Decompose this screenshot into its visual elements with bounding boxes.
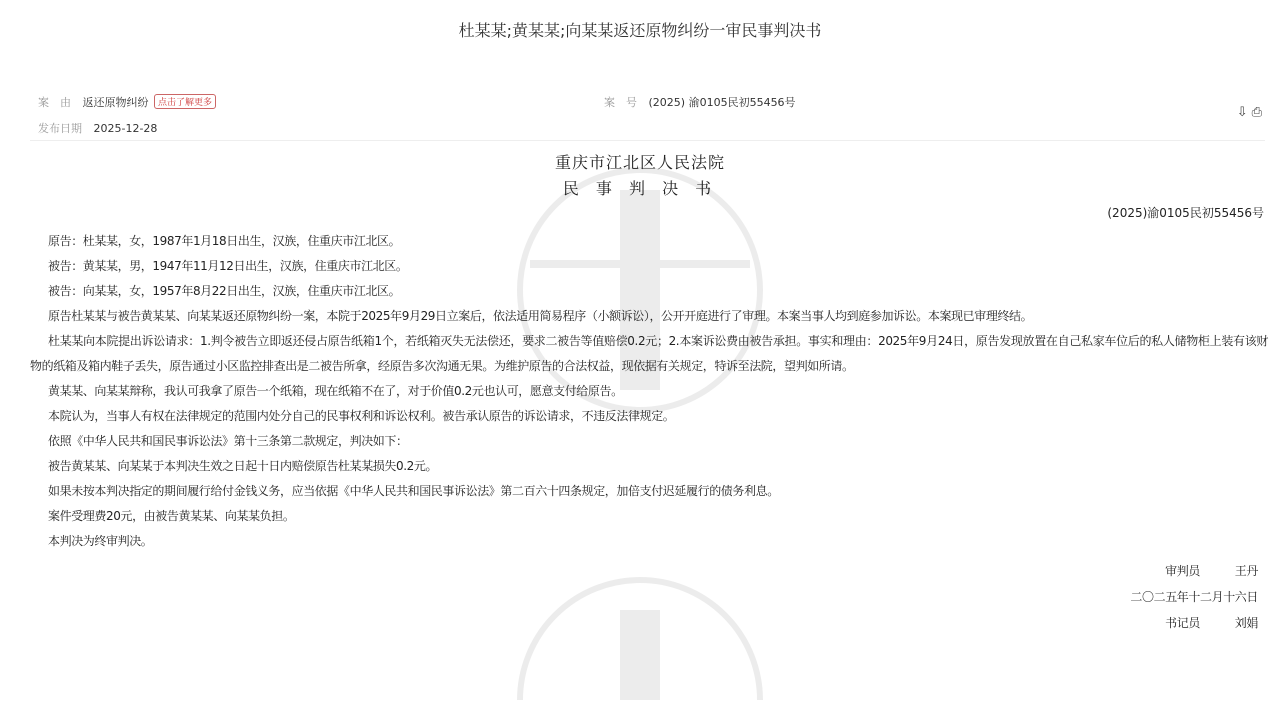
- clerk-label: 书记员: [1165, 616, 1200, 630]
- cause-value: 返还原物纠纷: [82, 96, 149, 109]
- case-no-label: 案 号: [604, 96, 637, 109]
- publish-value: 2025-12-28: [93, 122, 158, 135]
- paragraph: 被告：黄某某，男，1947年11月12日出生，汉族，住重庆市江北区。: [48, 259, 408, 273]
- paragraph: 依照《中华人民共和国民事诉讼法》第十三条第二款规定，判决如下：: [48, 434, 408, 448]
- paragraph: 原告：杜某某，女，1987年1月18日出生，汉族，住重庆市江北区。: [48, 234, 401, 248]
- cause-label: 案 由: [38, 96, 71, 109]
- print-icon[interactable]: ⎙: [1251, 105, 1262, 120]
- page-title: 杜某某;黄某某;向某某返还原物纠纷一审民事判决书: [458, 21, 822, 40]
- judge-line: [30, 558, 1268, 584]
- clerk-name: 刘娟: [1234, 616, 1258, 630]
- download-icon[interactable]: ⇩: [1236, 105, 1248, 120]
- paragraph: 杜某某向本院提出诉讼请求：1.判令被告立即返还侵占原告纸箱1个，若纸箱灭失无法偿还，要求二被告等值赔偿0.2元；2.本案诉讼费由被告承担。事实和理由：2025年9月24日，原告发现放置在自己私家车位后的私人储物柜上装有该财物的纸箱及箱内鞋子丢失，原告通过小区监控排查出是二被告所拿，经原告多次沟通无果。为维护原告的合法权益，现依据有关规定，特诉至法院，望判如所请。: [30, 334, 1268, 373]
- paragraph: 被告：向某某，女，1957年8月22日出生，汉族，住重庆市江北区。: [48, 284, 401, 298]
- case-no-row: [604, 94, 796, 110]
- divider: [30, 140, 1265, 141]
- paragraph: 被告黄某某、向某某于本判决生效之日起十日内赔偿原告杜某某损失0.2元。: [48, 459, 438, 473]
- paragraph: 案件受理费20元，由被告黄某某、向某某负担。: [48, 509, 295, 523]
- judgment-body: [30, 229, 1268, 636]
- paragraph: 本院认为，当事人有权在法律规定的范围内处分自己的民事权利和诉讼权利。被告承认原告的诉讼请求，不违反法律规定。: [48, 409, 675, 423]
- publish-label: 发布日期: [38, 122, 82, 135]
- case-number: (2025)渝0105民初55456号: [1107, 206, 1264, 220]
- judgment-date: 二〇二五年十二月十六日: [1130, 590, 1258, 604]
- document-type: 民 事 判 决 书: [562, 179, 718, 198]
- toolbar: [1233, 105, 1262, 120]
- court-name: 重庆市江北区人民法院: [554, 153, 725, 172]
- judge-label: 审判员: [1165, 564, 1200, 578]
- paragraph: 原告杜某某与被告黄某某、向某某返还原物纠纷一案，本院于2025年9月29日立案后，依法适用简易程序（小额诉讼），公开开庭进行了审理。本案当事人均到庭参加诉讼。本案现已审理终结。: [48, 309, 1033, 323]
- publish-row: [38, 120, 157, 136]
- judge-name: 王丹: [1234, 564, 1258, 578]
- case-no-value: (2025) 渝0105民初55456号: [648, 96, 796, 109]
- learn-more-badge[interactable]: 点击了解更多: [154, 94, 216, 109]
- clerk-line: [30, 610, 1268, 636]
- paragraph: 黄某某、向某某辩称，我认可我拿了原告一个纸箱，现在纸箱不在了，对于价值0.2元也认可，愿意支付给原告。: [48, 384, 623, 398]
- cause-row: [38, 94, 216, 110]
- paragraph: 如果未按本判决指定的期间履行给付金钱义务，应当依据《中华人民共和国民事诉讼法》第二百六十四条规定，加倍支付迟延履行的债务利息。: [48, 484, 779, 498]
- paragraph: 本判决为终审判决。: [48, 534, 153, 548]
